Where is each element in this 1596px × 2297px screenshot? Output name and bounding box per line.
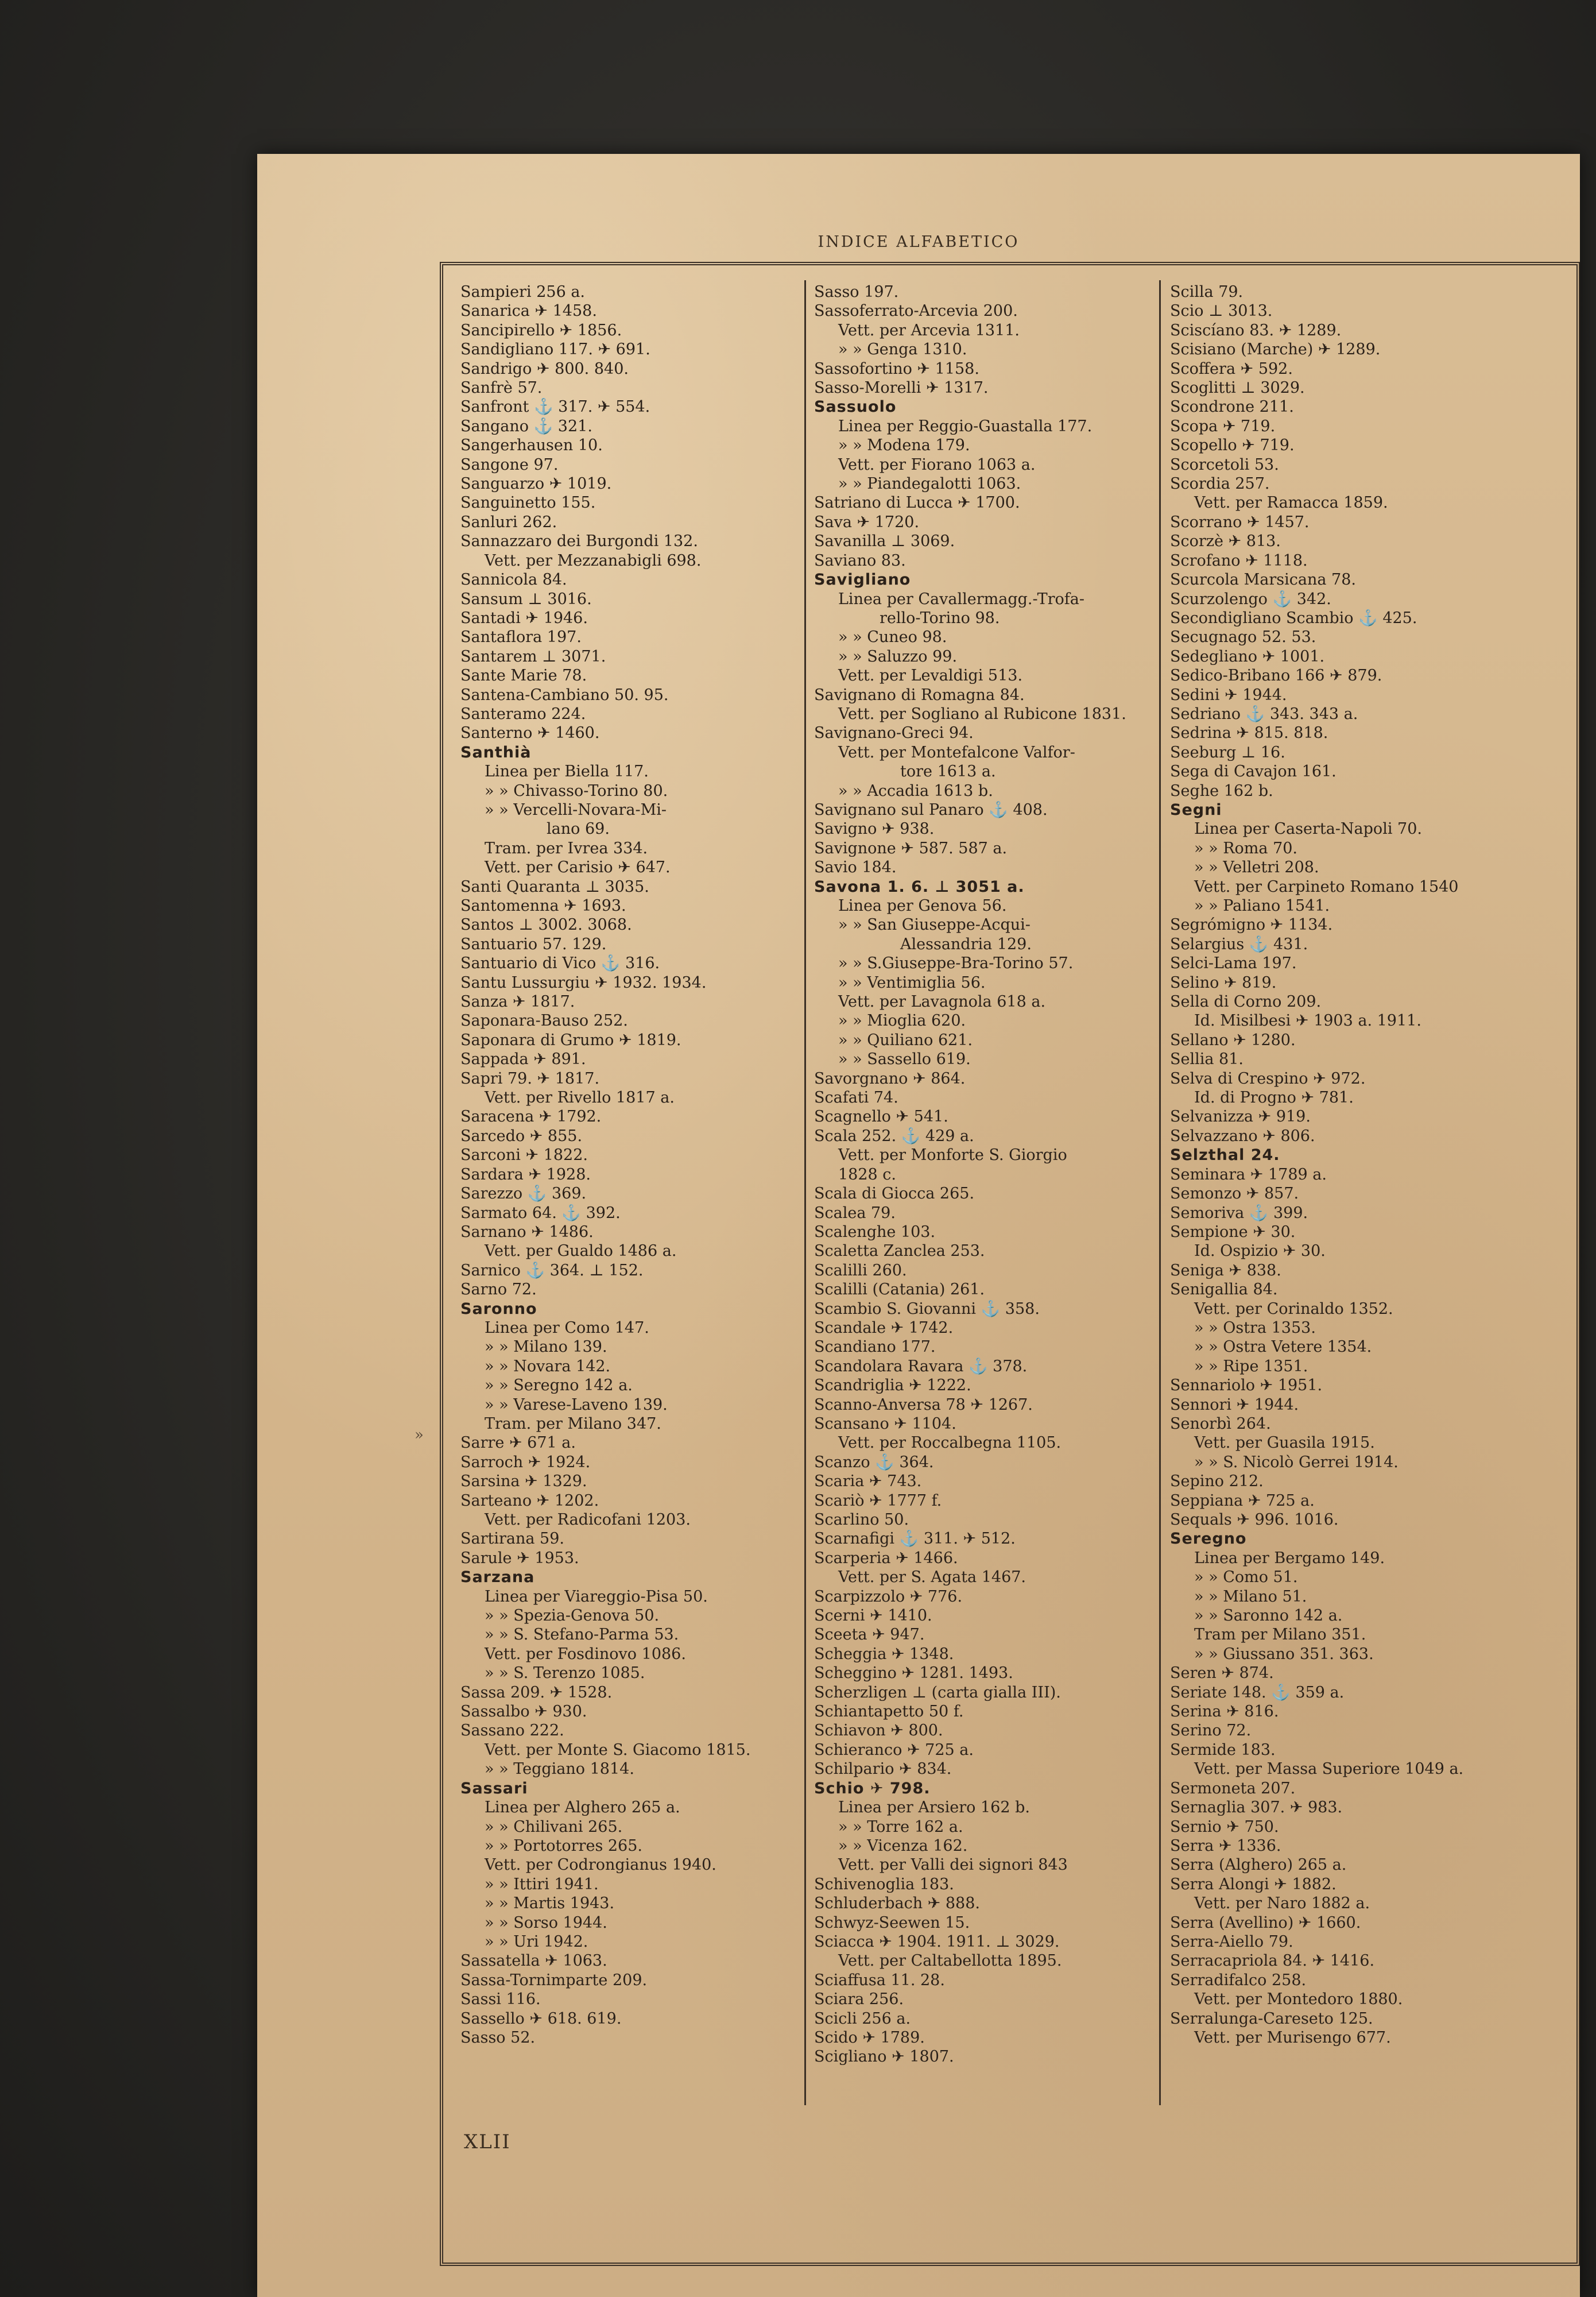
index-entry: Scrofano ✈ 1118. — [1170, 551, 1308, 570]
index-entry: Seminara ✈ 1789 a. — [1170, 1165, 1327, 1184]
index-entry: Sella di Corno 209. — [1170, 993, 1322, 1011]
index-entry: Vett. per Fiorano 1063 a. — [838, 455, 1036, 474]
index-entry: Sedini ✈ 1944. — [1170, 686, 1287, 704]
index-entry: Serralunga-Careseto 125. — [1170, 2009, 1373, 2028]
index-entry: » » Mioglia 620. — [838, 1012, 966, 1030]
index-entry: Sennori ✈ 1944. — [1170, 1395, 1299, 1414]
index-entry: Scilla 79. — [1170, 283, 1244, 301]
index-entry: » » Paliano 1541. — [1194, 897, 1330, 915]
index-entry: Sangano ⚓ 321. — [460, 417, 592, 435]
index-entry: Scagnello ✈ 541. — [814, 1108, 948, 1126]
index-entry: » » Portotorres 265. — [485, 1836, 642, 1855]
index-heading-entry: Selzthal 24. — [1170, 1146, 1280, 1165]
index-entry: Sedegliano ✈ 1001. — [1170, 647, 1325, 666]
index-entry: Scondrone 211. — [1170, 398, 1294, 416]
index-entry: Serino 72. — [1170, 1722, 1252, 1740]
index-entry: Sempione ✈ 30. — [1170, 1223, 1296, 1241]
index-entry: Sarezzo ⚓ 369. — [460, 1185, 587, 1203]
index-entry: » » Quiliano 621. — [838, 1031, 973, 1049]
index-entry: Sedriano ⚓ 343. 343 a. — [1170, 705, 1358, 723]
index-entry: Sedico-Bribano 166 ✈ 879. — [1170, 667, 1382, 685]
index-entry: Scarnafigi ⚓ 311. ✈ 512. — [814, 1530, 1016, 1548]
index-entry: » » Giussano 351. 363. — [1194, 1645, 1374, 1663]
index-entry: Sciara 256. — [814, 1990, 904, 2009]
index-entry: Id. di Progno ✈ 781. — [1194, 1089, 1354, 1107]
index-entry: » » Piandegalotti 1063. — [838, 475, 1021, 493]
index-entry: Vett. per Mezzanabigli 698. — [485, 551, 702, 570]
index-entry: » » Uri 1942. — [485, 1932, 588, 1951]
index-entry: Scopello ✈ 719. — [1170, 436, 1295, 455]
index-entry: Seriate 148. ⚓ 359 a. — [1170, 1683, 1345, 1702]
index-entry: » » Chivasso-Torino 80. — [485, 782, 668, 800]
index-entry: Scanno-Anversa 78 ✈ 1267. — [814, 1395, 1033, 1414]
index-entry: Seniga ✈ 838. — [1170, 1261, 1281, 1279]
index-entry: Sasso-Morelli ✈ 1317. — [814, 379, 989, 397]
index-entry: Scoffera ✈ 592. — [1170, 359, 1293, 378]
index-entry: Savigno ✈ 938. — [814, 820, 935, 838]
index-entry: Sepino 212. — [1170, 1472, 1264, 1491]
index-entry: Serina ✈ 816. — [1170, 1703, 1279, 1721]
index-entry: Schiantapetto 50 f. — [814, 1703, 964, 1721]
index-entry: Serra ✈ 1336. — [1170, 1836, 1281, 1855]
index-entry: Linea per Cavallermagg.-Trofa- — [838, 590, 1085, 608]
index-entry: Linea per Biella 117. — [485, 763, 649, 781]
index-entry: Scaletta Zanclea 253. — [814, 1242, 985, 1260]
index-entry: Sasso 197. — [814, 283, 899, 301]
index-entry: Vett. per Carisio ✈ 647. — [485, 859, 671, 877]
index-entry: Tram per Milano 351. — [1194, 1626, 1366, 1644]
index-entry: Sannazzaro dei Burgondi 132. — [460, 532, 698, 551]
index-entry: Id. Misilbesi ✈ 1903 a. 1911. — [1194, 1012, 1421, 1030]
index-entry: Scisiano (Marche) ✈ 1289. — [1170, 341, 1381, 359]
index-entry: Linea per Bergamo 149. — [1194, 1549, 1385, 1567]
index-entry: Sanarica ✈ 1458. — [460, 302, 597, 320]
index-entry: rello-Torino 98. — [880, 609, 1000, 627]
index-entry: » » Velletri 208. — [1194, 859, 1319, 877]
index-entry: » » Chilivani 265. — [485, 1818, 623, 1836]
index-entry: Scala 252. ⚓ 429 a. — [814, 1127, 974, 1145]
index-entry: » » Cuneo 98. — [838, 628, 947, 647]
index-entry: Sciacca ✈ 1904. 1911. ⊥ 3029. — [814, 1932, 1060, 1951]
index-entry: Segrómigno ✈ 1134. — [1170, 916, 1333, 934]
index-entry: Vett. per Valli dei signori 843 — [838, 1856, 1068, 1874]
index-entry: Tram. per Milano 347. — [485, 1414, 661, 1433]
index-entry: Tram. per Ivrea 334. — [485, 839, 648, 857]
index-entry: Sarno 72. — [460, 1281, 537, 1299]
index-entry: Sceeta ✈ 947. — [814, 1626, 925, 1644]
margin-mark: » — [415, 1426, 424, 1444]
index-entry: Semoriva ⚓ 399. — [1170, 1204, 1308, 1222]
index-entry: Seppiana ✈ 725 a. — [1170, 1491, 1315, 1510]
index-entry: Sampieri 256 a. — [460, 283, 586, 301]
index-entry: » » Novara 142. — [485, 1357, 611, 1375]
index-entry: Scio ⊥ 3013. — [1170, 302, 1273, 320]
index-entry: Sappada ✈ 891. — [460, 1050, 586, 1069]
index-entry: » » Roma 70. — [1194, 839, 1298, 857]
page-header: INDICE ALFABETICO — [818, 233, 1020, 251]
index-entry: » » Spezia-Genova 50. — [485, 1607, 660, 1625]
index-entry: Sanguinetto 155. — [460, 494, 596, 512]
index-entry: Scorcetoli 53. — [1170, 455, 1279, 474]
index-entry: Schilpario ✈ 834. — [814, 1760, 952, 1778]
index-entry: Sarnico ⚓ 364. ⊥ 152. — [460, 1261, 644, 1279]
index-entry: Vett. per Montefalcone Valfor- — [838, 743, 1075, 761]
index-entry: Scarlino 50. — [814, 1511, 909, 1529]
index-entry: Sega di Cavajon 161. — [1170, 763, 1337, 781]
index-entry: Sarteano ✈ 1202. — [460, 1491, 599, 1510]
index-entry: » » Como 51. — [1194, 1568, 1298, 1587]
index-entry: Scanzo ⚓ 364. — [814, 1453, 934, 1471]
index-entry: Id. Ospizio ✈ 30. — [1194, 1242, 1326, 1260]
index-entry: Sarule ✈ 1953. — [460, 1549, 579, 1567]
index-entry: 1828 c. — [838, 1165, 896, 1184]
index-entry: Vett. per Lavagnola 618 a. — [838, 993, 1046, 1011]
index-entry: Sedrina ✈ 815. 818. — [1170, 724, 1328, 743]
index-entry: » » Saronno 142 a. — [1194, 1607, 1343, 1625]
index-entry: Savignone ✈ 587. 587 a. — [814, 839, 1008, 857]
index-entry: » » Teggiano 1814. — [485, 1760, 634, 1778]
index-entry: Scalenghe 103. — [814, 1223, 936, 1241]
index-entry: Sandrigo ✈ 800. 840. — [460, 359, 629, 378]
index-entry: Sassello ✈ 618. 619. — [460, 2009, 622, 2028]
index-entry: Sellia 81. — [1170, 1050, 1244, 1069]
index-entry: » » Saluzzo 99. — [838, 647, 958, 666]
index-entry: Santi Quaranta ⊥ 3035. — [460, 877, 649, 896]
index-entry: Savio 184. — [814, 859, 897, 877]
index-heading-entry: Schio ✈ 798. — [814, 1779, 931, 1797]
index-entry: Scorzè ✈ 813. — [1170, 532, 1281, 551]
index-entry: Vett. per Levaldigi 513. — [838, 667, 1023, 685]
index-entry: Sassofortino ✈ 1158. — [814, 359, 979, 378]
index-entry: Vett. per Caltabellotta 1895. — [838, 1952, 1062, 1970]
index-entry: Santadi ✈ 1946. — [460, 609, 588, 627]
index-entry: Sarcedo ✈ 855. — [460, 1127, 583, 1145]
index-entry: Scariò ✈ 1777 f. — [814, 1491, 942, 1510]
index-entry: Vett. per Guasila 1915. — [1194, 1434, 1375, 1452]
index-entry: Santena-Cambiano 50. 95. — [460, 686, 669, 704]
index-entry: Scambio S. Giovanni ⚓ 358. — [814, 1300, 1040, 1318]
index-entry: tore 1613 a. — [900, 763, 996, 781]
index-entry: » » Milano 139. — [485, 1338, 607, 1356]
index-entry: Vett. per Gualdo 1486 a. — [485, 1242, 677, 1260]
index-entry: Sannicola 84. — [460, 571, 567, 589]
index-column-3 — [1170, 283, 1520, 2109]
index-entry: Schluderbach ✈ 888. — [814, 1894, 980, 1913]
index-entry: Scerni ✈ 1410. — [814, 1607, 932, 1625]
index-entry: Vett. per Carpineto Romano 1540 — [1194, 877, 1459, 896]
index-entry: Alessandria 129. — [900, 935, 1032, 953]
index-entry: Scoglitti ⊥ 3029. — [1170, 379, 1305, 397]
index-entry: Scalilli (Catania) 261. — [814, 1281, 985, 1299]
index-entry: Scorrano ✈ 1457. — [1170, 513, 1310, 531]
index-entry: Sanguarzo ✈ 1019. — [460, 475, 612, 493]
index-heading-entry: Sassari — [460, 1779, 528, 1797]
index-entry: Scurzolengo ⚓ 342. — [1170, 590, 1331, 608]
index-entry: Vett. per Sogliano al Rubicone 1831. — [838, 705, 1126, 723]
index-entry: Scheggia ✈ 1348. — [814, 1645, 954, 1663]
index-entry: Selino ✈ 819. — [1170, 973, 1277, 992]
index-entry: Vett. per Radicofani 1203. — [485, 1511, 691, 1529]
index-entry: Sandigliano 117. ✈ 691. — [460, 341, 650, 359]
index-entry: Sancipirello ✈ 1856. — [460, 321, 622, 339]
index-entry: » » Seregno 142 a. — [485, 1376, 633, 1395]
index-entry: Sermoneta 207. — [1170, 1779, 1296, 1797]
index-entry: Sassatella ✈ 1063. — [460, 1952, 607, 1970]
index-entry: Linea per Caserta-Napoli 70. — [1194, 820, 1422, 838]
index-entry: Sanfront ⚓ 317. ✈ 554. — [460, 398, 650, 416]
index-entry: Linea per Genova 56. — [838, 897, 1007, 915]
index-entry: Scheggino ✈ 1281. 1493. — [814, 1664, 1013, 1683]
index-entry: Serra (Avellino) ✈ 1660. — [1170, 1913, 1361, 1932]
index-entry: Scala di Giocca 265. — [814, 1185, 975, 1203]
index-entry: » » S. Nicolò Gerrei 1914. — [1194, 1453, 1399, 1471]
index-entry: Scandriglia ✈ 1222. — [814, 1376, 971, 1395]
index-entry: Saviano 83. — [814, 551, 906, 570]
index-entry: Saracena ✈ 1792. — [460, 1108, 602, 1126]
index-entry: Vett. per Massa Superiore 1049 a. — [1194, 1760, 1464, 1778]
column-divider — [804, 280, 806, 2105]
index-entry: Linea per Alghero 265 a. — [485, 1799, 680, 1817]
index-entry: Sciaffusa 11. 28. — [814, 1971, 945, 1989]
index-entry: Santarem ⊥ 3071. — [460, 647, 606, 666]
index-entry: Secondigliano Scambio ⚓ 425. — [1170, 609, 1417, 627]
index-entry: Savignano sul Panaro ⚓ 408. — [814, 801, 1048, 819]
index-entry: Scalilli 260. — [814, 1261, 907, 1279]
index-entry: Saponara di Grumo ✈ 1819. — [460, 1031, 681, 1049]
index-entry: Sapri 79. ✈ 1817. — [460, 1069, 600, 1088]
index-entry: Sasso 52. — [460, 2028, 536, 2047]
index-entry: » » Milano 51. — [1194, 1587, 1307, 1606]
index-entry: Scarpizzolo ✈ 776. — [814, 1587, 963, 1606]
index-entry: » » Ventimiglia 56. — [838, 973, 986, 992]
index-entry: » » Vicenza 162. — [838, 1836, 968, 1855]
index-entry: Scafati 74. — [814, 1089, 898, 1107]
index-entry: Serradifalco 258. — [1170, 1971, 1307, 1989]
index-entry: » » Modena 179. — [838, 436, 970, 455]
index-entry: Schivenoglia 183. — [814, 1875, 954, 1893]
index-entry: Vett. per S. Agata 1467. — [838, 1568, 1026, 1587]
index-entry: Satriano di Lucca ✈ 1700. — [814, 494, 1020, 512]
index-entry: Linea per Como 147. — [485, 1318, 649, 1337]
index-heading-entry: Segni — [1170, 801, 1222, 819]
index-entry: Vett. per Roccalbegna 1105. — [838, 1434, 1062, 1452]
index-entry: Schieranco ✈ 725 a. — [814, 1741, 974, 1759]
index-entry: Sernaglia 307. ✈ 983. — [1170, 1799, 1343, 1817]
index-entry: Sassi 116. — [460, 1990, 541, 2009]
index-entry: Linea per Arsiero 162 b. — [838, 1799, 1030, 1817]
index-entry: Scaria ✈ 743. — [814, 1472, 922, 1491]
index-entry: lano 69. — [547, 820, 610, 838]
index-entry: Santeramo 224. — [460, 705, 586, 723]
index-entry: Santuario 57. 129. — [460, 935, 607, 953]
index-entry: » » Ostra 1353. — [1194, 1318, 1316, 1337]
index-entry: Scherzligen ⊥ (carta gialla III). — [814, 1683, 1061, 1702]
index-entry: Sarmato 64. ⚓ 392. — [460, 1204, 621, 1222]
index-entry: Vett. per Rivello 1817 a. — [485, 1089, 675, 1107]
index-entry: Sciscíano 83. ✈ 1289. — [1170, 321, 1342, 339]
index-entry: Selargius ⚓ 431. — [1170, 935, 1308, 953]
index-entry: Savignano di Romagna 84. — [814, 686, 1025, 704]
index-entry: Scopa ✈ 719. — [1170, 417, 1276, 435]
index-entry: Serra-Aiello 79. — [1170, 1932, 1293, 1951]
index-entry: Scigliano ✈ 1807. — [814, 2048, 954, 2066]
index-entry: Sassoferrato-Arcevia 200. — [814, 302, 1018, 320]
index-entry: Sassa-Tornimparte 209. — [460, 1971, 648, 1989]
index-entry: » » Genga 1310. — [838, 341, 967, 359]
page-folio: XLII — [464, 2130, 511, 2153]
index-entry: Sanluri 262. — [460, 513, 557, 531]
index-heading-entry: Savigliano — [814, 571, 911, 589]
index-entry: Vett. per Codrongianus 1940. — [485, 1856, 716, 1874]
index-entry: Scalea 79. — [814, 1204, 896, 1222]
index-entry: Sarnano ✈ 1486. — [460, 1223, 594, 1241]
index-entry: Scandale ✈ 1742. — [814, 1318, 954, 1337]
index-entry: Sangerhausen 10. — [460, 436, 603, 455]
index-entry: Santomenna ✈ 1693. — [460, 897, 626, 915]
index-entry: » » Varese-Laveno 139. — [485, 1395, 668, 1414]
index-entry: » » Martis 1943. — [485, 1894, 615, 1913]
index-entry: Serracapriola 84. ✈ 1416. — [1170, 1952, 1375, 1970]
index-entry: Seeburg ⊥ 16. — [1170, 743, 1285, 761]
index-entry: Sardara ✈ 1928. — [460, 1165, 591, 1184]
index-entry: Savignano-Greci 94. — [814, 724, 974, 743]
index-entry: Vett. per Monforte S. Giorgio — [838, 1146, 1067, 1165]
index-entry: Sequals ✈ 996. 1016. — [1170, 1511, 1339, 1529]
index-entry: Santaflora 197. — [460, 628, 582, 647]
index-entry: Vett. per Corinaldo 1352. — [1194, 1300, 1393, 1318]
index-heading-entry: Seregno — [1170, 1530, 1247, 1548]
index-entry: » » Torre 162 a. — [838, 1818, 963, 1836]
index-entry: Sanza ✈ 1817. — [460, 993, 575, 1011]
index-entry: Sassano 222. — [460, 1722, 564, 1740]
index-entry: Sava ✈ 1720. — [814, 513, 920, 531]
index-heading-entry: Santhià — [460, 743, 532, 761]
index-entry: » » Ostra Vetere 1354. — [1194, 1338, 1372, 1356]
index-entry: Sernio ✈ 750. — [1170, 1818, 1279, 1836]
index-entry: » » S.Giuseppe-Bra-Torino 57. — [838, 954, 1074, 973]
index-entry: Schiavon ✈ 800. — [814, 1722, 943, 1740]
index-entry: Scandolara Ravara ⚓ 378. — [814, 1357, 1028, 1375]
index-entry: Sarre ✈ 671 a. — [460, 1434, 576, 1452]
index-entry: Scurcola Marsicana 78. — [1170, 571, 1356, 589]
index-entry: Sanfrè 57. — [460, 379, 543, 397]
index-entry: » » Sassello 619. — [838, 1050, 971, 1069]
index-entry: Seghe 162 b. — [1170, 782, 1273, 800]
index-entry: Santos ⊥ 3002. 3068. — [460, 916, 632, 934]
index-entry: Scordia 257. — [1170, 475, 1270, 493]
index-entry: Sarroch ✈ 1924. — [460, 1453, 591, 1471]
index-entry: Sennariolo ✈ 1951. — [1170, 1376, 1323, 1395]
index-column-2 — [814, 283, 1164, 2109]
index-entry: Santu Lussurgiu ✈ 1932. 1934. — [460, 973, 707, 992]
index-entry: Selva di Crespino ✈ 972. — [1170, 1069, 1366, 1088]
index-entry: » » Ripe 1351. — [1194, 1357, 1308, 1375]
index-entry: » » San Giuseppe-Acqui- — [838, 916, 1031, 934]
index-entry: Serra Alongi ✈ 1882. — [1170, 1875, 1337, 1893]
index-entry: Sarsina ✈ 1329. — [460, 1472, 587, 1491]
index-entry: Vett. per Monte S. Giacomo 1815. — [485, 1741, 751, 1759]
index-entry: Scicli 256 a. — [814, 2009, 911, 2028]
index-entry: Selci-Lama 197. — [1170, 954, 1297, 973]
index-entry: Scandiano 177. — [814, 1338, 936, 1356]
index-entry: Scido ✈ 1789. — [814, 2028, 925, 2047]
index-entry: Vett. per Naro 1882 a. — [1194, 1894, 1370, 1913]
index-entry: Vett. per Fosdinovo 1086. — [485, 1645, 686, 1663]
index-heading-entry: Sassuolo — [814, 398, 897, 416]
index-entry: Scansano ✈ 1104. — [814, 1414, 956, 1433]
index-entry: » » S. Stefano-Parma 53. — [485, 1626, 679, 1644]
index-entry: Vett. per Montedoro 1880. — [1194, 1990, 1403, 2009]
index-heading-entry: Sarzana — [460, 1568, 535, 1587]
index-entry: Santuario di Vico ⚓ 316. — [460, 954, 660, 973]
index-entry: Secugnago 52. 53. — [1170, 628, 1316, 647]
index-heading-entry: Savona 1. 6. ⊥ 3051 a. — [814, 877, 1025, 896]
index-entry: Semonzo ✈ 857. — [1170, 1185, 1299, 1203]
index-entry: Sermide 183. — [1170, 1741, 1276, 1759]
index-entry: Scarperia ✈ 1466. — [814, 1549, 958, 1567]
index-entry: » » Vercelli-Novara-Mi- — [485, 801, 667, 819]
index-entry: » » Accadia 1613 b. — [838, 782, 993, 800]
index-entry: Vett. per Murisengo 677. — [1194, 2028, 1391, 2047]
index-entry: Sansum ⊥ 3016. — [460, 590, 592, 608]
index-entry: Savanilla ⊥ 3069. — [814, 532, 955, 551]
index-entry: Senorbì 264. — [1170, 1414, 1271, 1433]
index-entry: Senigallia 84. — [1170, 1281, 1278, 1299]
index-entry: Schwyz-Seewen 15. — [814, 1913, 970, 1932]
index-entry: Savorgnano ✈ 864. — [814, 1069, 966, 1088]
index-entry: Sellano ✈ 1280. — [1170, 1031, 1296, 1049]
index-entry: Sangone 97. — [460, 455, 559, 474]
index-entry: Santerno ✈ 1460. — [460, 724, 600, 743]
index-entry: Sartirana 59. — [460, 1530, 564, 1548]
index-entry: Vett. per Ramacca 1859. — [1194, 494, 1388, 512]
index-entry: Vett. per Arcevia 1311. — [838, 321, 1020, 339]
index-entry: Sassalbo ✈ 930. — [460, 1703, 587, 1721]
index-entry: Sante Marie 78. — [460, 667, 587, 685]
index-entry: Selvanizza ✈ 919. — [1170, 1108, 1311, 1126]
index-entry: Selvazzano ✈ 806. — [1170, 1127, 1315, 1145]
index-entry: Seren ✈ 874. — [1170, 1664, 1274, 1683]
index-heading-entry: Saronno — [460, 1300, 537, 1318]
index-entry: Sarconi ✈ 1822. — [460, 1146, 588, 1165]
index-entry: Saponara-Bauso 252. — [460, 1012, 628, 1030]
index-entry: Linea per Viareggio-Pisa 50. — [485, 1587, 708, 1606]
index-entry: » » Sorso 1944. — [485, 1913, 607, 1932]
index-entry: Serra (Alghero) 265 a. — [1170, 1856, 1347, 1874]
index-entry: Sassa 209. ✈ 1528. — [460, 1683, 613, 1702]
index-entry: Linea per Reggio-Guastalla 177. — [838, 417, 1093, 435]
index-entry: » » Ittiri 1941. — [485, 1875, 599, 1893]
index-column-1 — [460, 283, 799, 2109]
index-entry: » » S. Terenzo 1085. — [485, 1664, 645, 1683]
